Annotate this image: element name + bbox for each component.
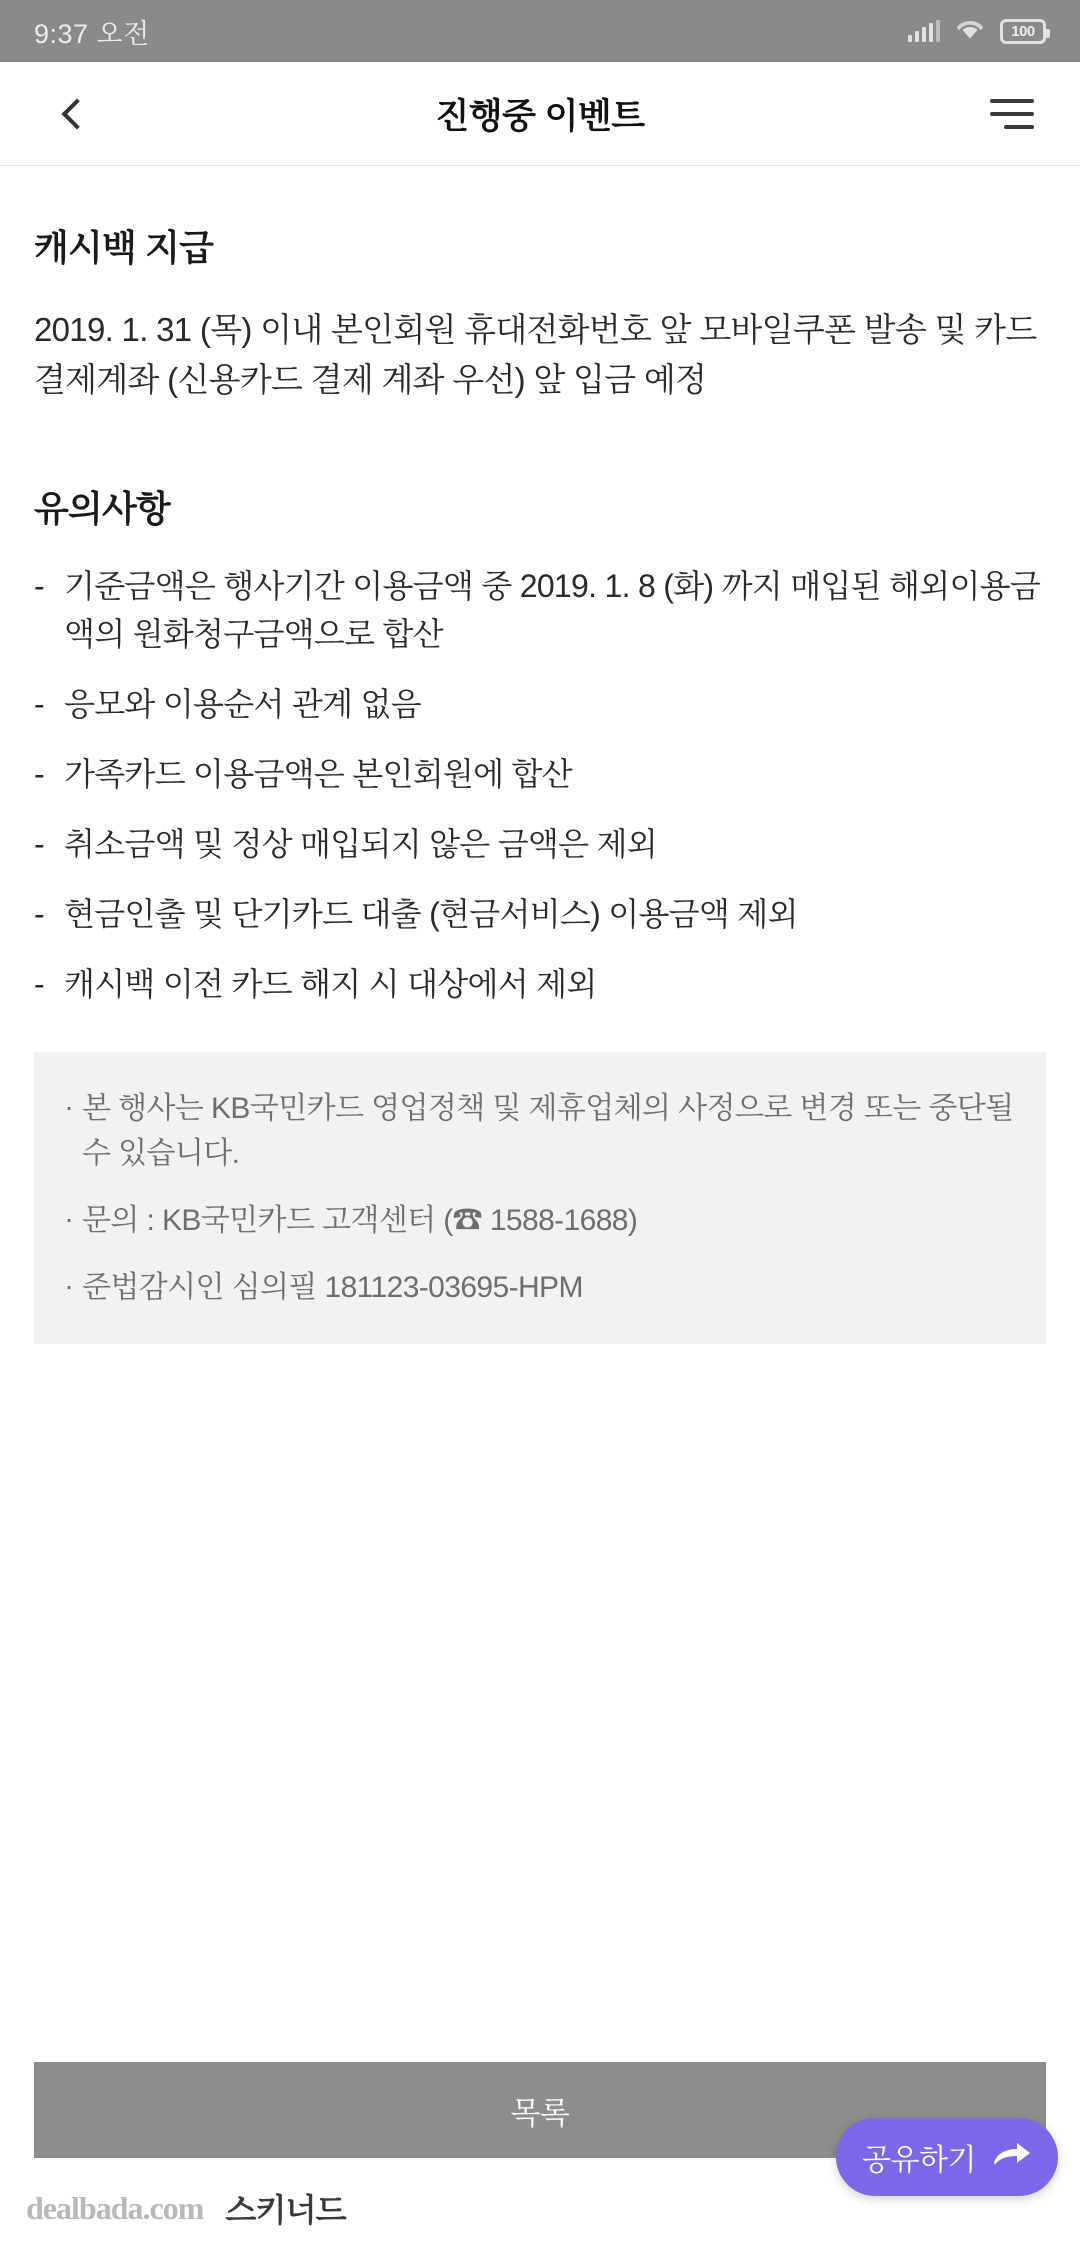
status-bar <box>0 0 1080 62</box>
bullet-dash-icon: - <box>34 568 45 605</box>
back-button[interactable] <box>46 87 100 141</box>
list-item <box>34 680 1046 728</box>
back-chevron-icon <box>61 98 92 129</box>
watermark-site: dealbada.com <box>26 2189 204 2226</box>
list-item <box>34 562 1046 658</box>
share-button-label: 공유하기 <box>862 2144 976 2177</box>
notice-item <box>56 1198 1016 1243</box>
bullet-dot-icon: · <box>64 1203 74 1235</box>
notice-item-label: 준법감시인 심의필 181123-03695-HPM <box>82 1271 583 1305</box>
bullet-dot-icon: · <box>64 1270 74 1302</box>
list-item <box>34 750 1046 798</box>
status-icons <box>908 17 1046 46</box>
list-button[interactable]: 목록 <box>34 2062 1046 2158</box>
hamburger-menu-icon[interactable] <box>980 87 1034 141</box>
app-header <box>0 62 1080 166</box>
content-area <box>0 166 1080 1008</box>
bullet-dash-icon: - <box>34 686 45 723</box>
page-title: 진행중 이벤트 <box>435 96 645 136</box>
notice-box <box>34 1052 1046 1344</box>
share-arrow-icon <box>992 2142 1032 2172</box>
list-item-label: 기준금액은 행사기간 이용금액 중 2019. 1. 8 (화) 까지 매입된 해외이용금액의 원화청구금액으로 합산 <box>64 568 1041 653</box>
bullet-dot-icon: · <box>64 1091 74 1123</box>
list-item-label: 응모와 이용순서 관계 없음 <box>64 686 421 723</box>
footer-area <box>0 2062 1080 2177</box>
list-item <box>34 890 1046 938</box>
signal-icon <box>908 20 940 42</box>
section-title-notes: 유의사항 <box>34 488 170 530</box>
notice-item <box>56 1265 1016 1310</box>
notice-item <box>56 1086 1016 1176</box>
list-item <box>34 820 1046 868</box>
status-time: 9:37 오전 <box>34 18 150 49</box>
notes-list <box>34 562 1046 1008</box>
notice-item-label: 본 행사는 KB국민카드 영업정책 및 제휴업체의 사정으로 변경 또는 중단될 수 있습니다. <box>82 1092 1014 1171</box>
bullet-dash-icon: - <box>34 756 45 793</box>
list-item-label: 취소금액 및 정상 매입되지 않은 금액은 제외 <box>64 826 657 863</box>
list-item-label: 현금인출 및 단기카드 대출 (현금서비스) 이용금액 제외 <box>64 896 798 933</box>
bullet-dash-icon: - <box>34 826 45 863</box>
battery-icon <box>1000 19 1046 44</box>
bullet-dash-icon: - <box>34 896 45 933</box>
watermark-label: 스키너드 <box>225 2192 346 2228</box>
list-item-label: 캐시백 이전 카드 해지 시 대상에서 제외 <box>64 966 597 1003</box>
notice-item-label: 문의 : KB국민카드 고객센터 (☎ 1588-1688) <box>82 1204 638 1238</box>
watermark-bar <box>0 2170 1080 2246</box>
section-title-cashback: 캐시백 지급 <box>34 227 214 268</box>
section-body-cashback: 2019. 1. 31 (목) 이내 본인회원 휴대전화번호 앞 모바일쿠폰 발송 및 카드 결제계좌 (신용카드 결제 계좌 우선) 앞 입금 예정 <box>34 311 1037 399</box>
wifi-icon <box>954 17 986 46</box>
list-item <box>34 960 1046 1008</box>
list-item-label: 가족카드 이용금액은 본인회원에 합산 <box>64 756 572 793</box>
bullet-dash-icon: - <box>34 966 45 1003</box>
battery-level: 100 <box>1011 22 1035 40</box>
